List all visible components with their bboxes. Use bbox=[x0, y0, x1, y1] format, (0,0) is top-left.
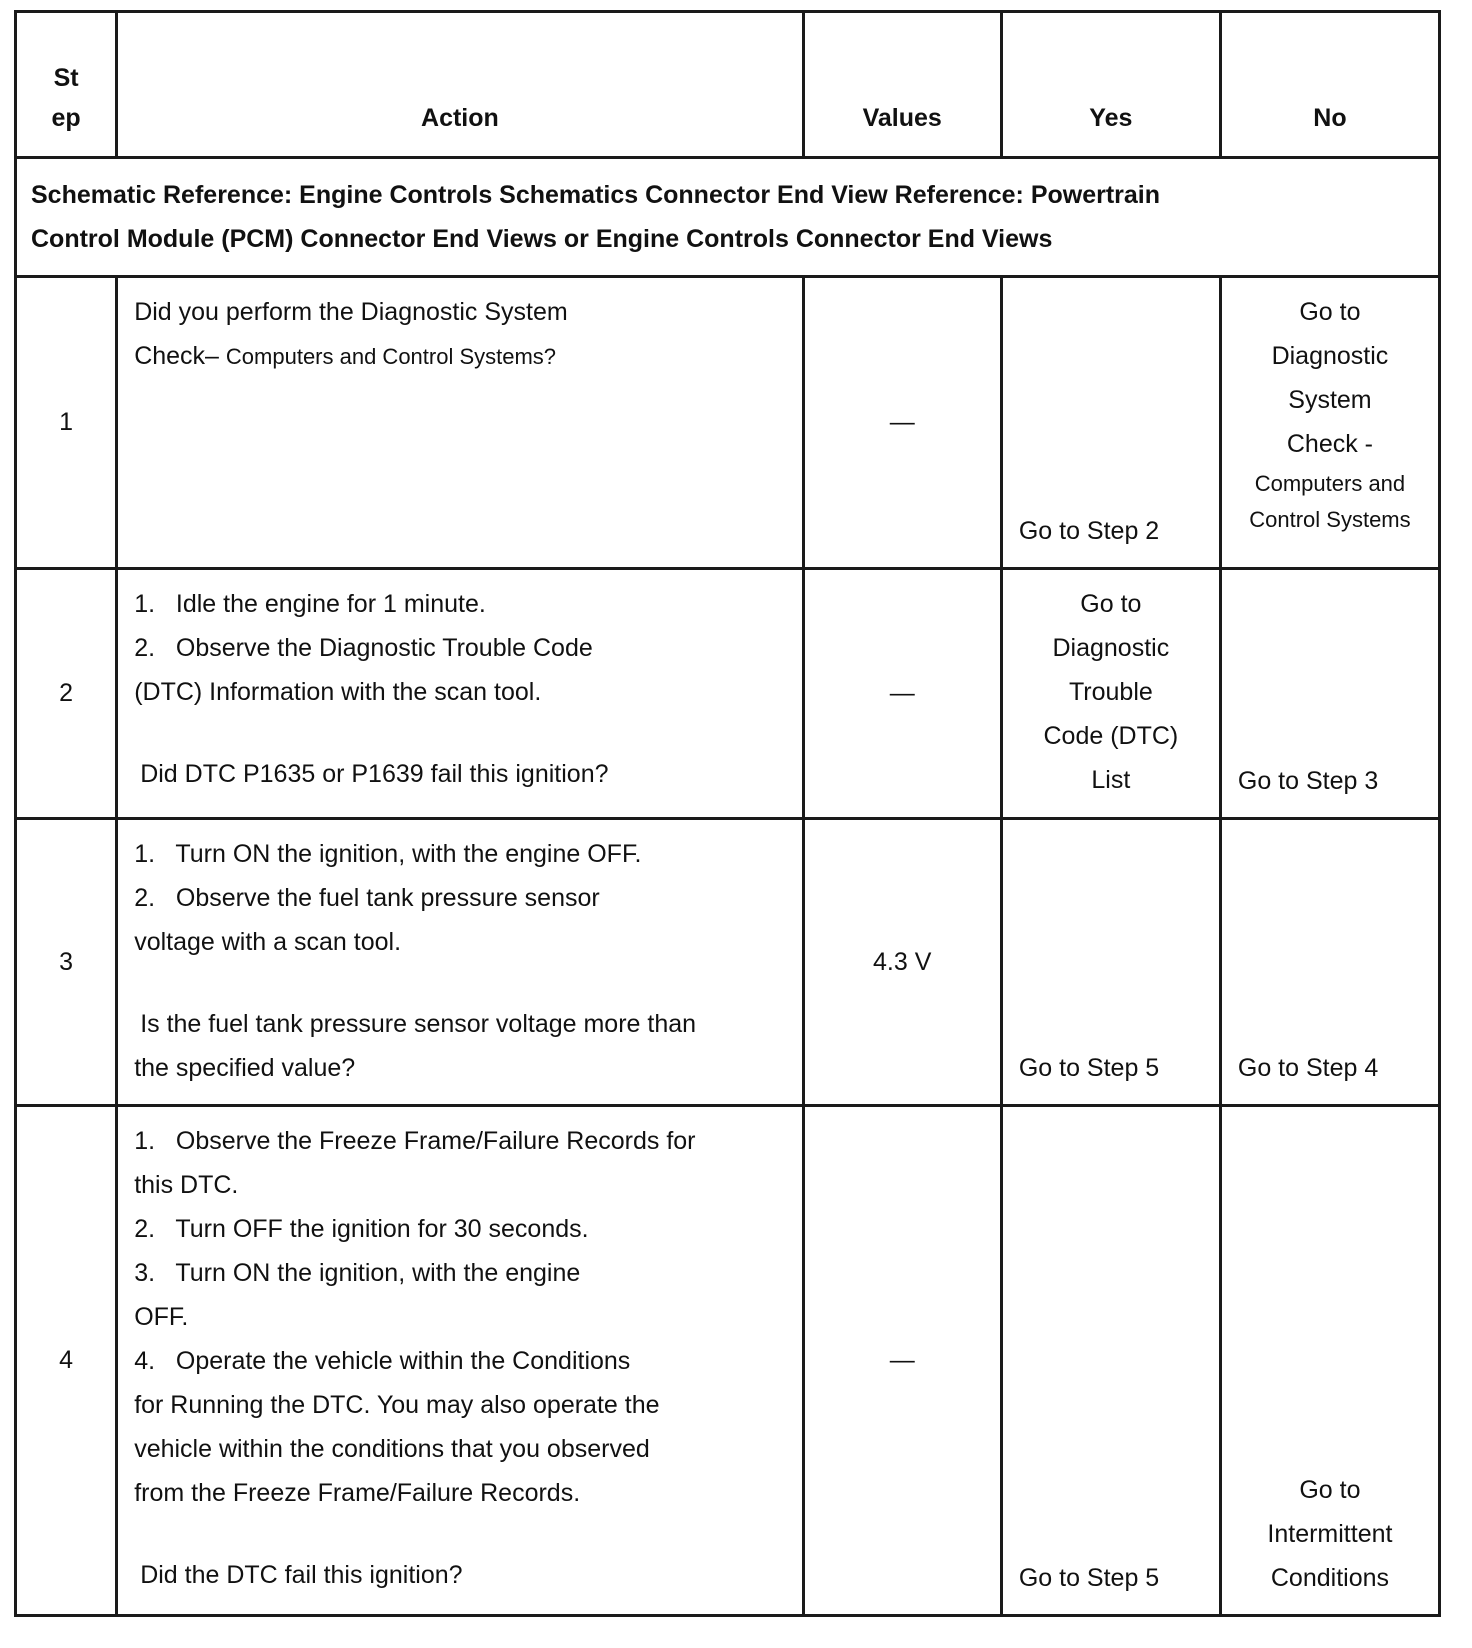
yes-cell: Go to Diagnostic Trouble Code (DTC) List bbox=[1001, 569, 1220, 819]
value-cell: — bbox=[803, 569, 1001, 819]
value-cell: — bbox=[803, 277, 1001, 569]
no-cell: Go to Diagnostic System Check - Computers and Control Systems bbox=[1220, 277, 1439, 569]
table-row bbox=[16, 277, 1440, 569]
no-cell: Go to Step 4 bbox=[1220, 819, 1439, 1106]
diagnostic-document bbox=[14, 10, 1441, 1617]
action-cell: 1. Turn ON the ignition, with the engine OFF. 2. Observe the fuel tank pressure sensor voltage with a scan tool. Is the fuel tank pressure sensor voltage more than the specified value? bbox=[117, 819, 803, 1106]
step-number: 4 bbox=[16, 1106, 117, 1616]
value-cell: 4.3 V bbox=[803, 819, 1001, 1106]
header-no: No bbox=[1220, 12, 1439, 158]
no-cell: Go to Intermittent Conditions bbox=[1220, 1106, 1439, 1616]
value-cell: — bbox=[803, 1106, 1001, 1616]
yes-cell: Go to Step 2 bbox=[1001, 277, 1220, 569]
step-number: 1 bbox=[16, 277, 117, 569]
yes-cell: Go to Step 5 bbox=[1001, 1106, 1220, 1616]
step-number: 2 bbox=[16, 569, 117, 819]
table-row bbox=[16, 819, 1440, 1106]
no-cell: Go to Step 3 bbox=[1220, 569, 1439, 819]
action-cell: 1. Idle the engine for 1 minute. 2. Observe the Diagnostic Trouble Code (DTC) Information with the scan tool. Did DTC P1635 or P1639 fail this ignition? bbox=[117, 569, 803, 819]
action-cell: Did you perform the Diagnostic System Check– Computers and Control Systems? bbox=[117, 277, 803, 569]
header-yes: Yes bbox=[1001, 12, 1220, 158]
yes-cell: Go to Step 5 bbox=[1001, 819, 1220, 1106]
table-row bbox=[16, 1106, 1440, 1616]
step-number: 3 bbox=[16, 819, 117, 1106]
header-row bbox=[16, 12, 1440, 158]
action-cell: 1. Observe the Freeze Frame/Failure Records for this DTC. 2. Turn OFF the ignition for 30 seconds. 3. Turn ON the ignition, with the engine OFF. 4. Operate the vehicle within the Conditions for Running the DTC. You may also operate the vehicle within the conditions that you observed from the Freeze Frame/Failure Records. Did the DTC fail this ignition? bbox=[117, 1106, 803, 1616]
diagnostic-table bbox=[14, 10, 1441, 1617]
header-step: St ep bbox=[16, 12, 117, 158]
table-row bbox=[16, 569, 1440, 819]
schematic-reference-row bbox=[16, 158, 1440, 277]
header-action: Action bbox=[117, 12, 803, 158]
header-values: Values bbox=[803, 12, 1001, 158]
schematic-reference: Schematic Reference: Engine Controls Schematics Connector End View Reference: Powertrain Control Module (PCM) Connector End Views or Engine Controls Connector End Views bbox=[16, 158, 1440, 277]
